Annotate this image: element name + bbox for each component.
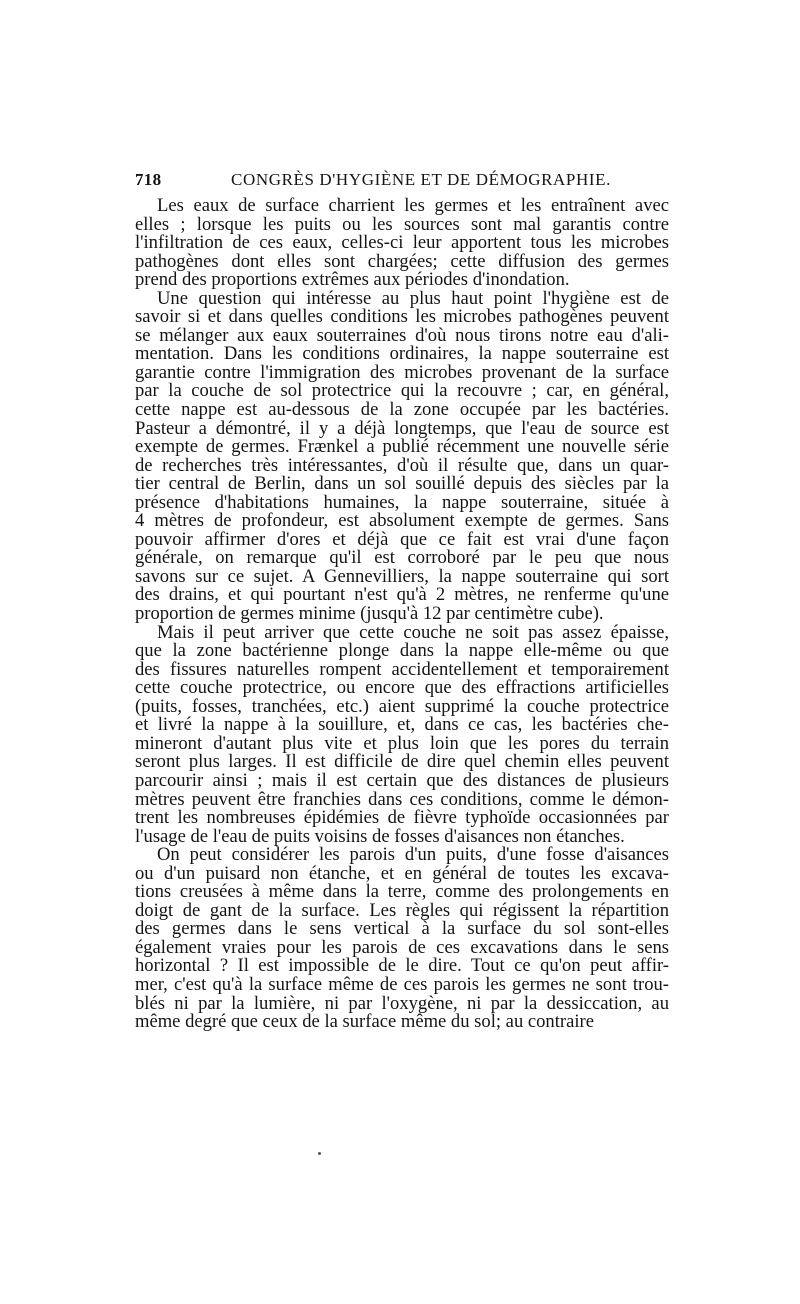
text-line: des drains, et qui pourtant n'est qu'à 2 mètres, ne renferme qu'une xyxy=(135,584,669,606)
text-line: l'infiltration de ces eaux, celles-ci leur apportent tous les microbes xyxy=(135,232,669,254)
text-line: parcourir ainsi ; mais il est certain que des distances de plusieurs xyxy=(135,769,669,791)
text-line: générale, on remarque qu'il est corroboré par le peu que nous xyxy=(135,547,669,569)
page-number: 718 xyxy=(135,170,162,189)
text-line: doigt de gant de la surface. Les règles qui régissent la répartition xyxy=(135,899,669,921)
text-line: seront plus larges. Il est difficile de dire quel chemin elles peuvent xyxy=(135,751,669,773)
text-line: se mélanger aux eaux souterraines d'où nous tirons notre eau d'ali- xyxy=(135,324,669,346)
text-line: des germes dans le sens vertical à la surface du sol sont-elles xyxy=(135,918,669,940)
text-line: Pasteur a démontré, il y a déjà longtemps, que l'eau de source est xyxy=(135,417,669,439)
text-line: et livré la nappe à la souillure, et, dans ce cas, les bactéries che- xyxy=(135,714,669,736)
text-line: elles ; lorsque les puits ou les sources sont mal garantis contre xyxy=(135,213,669,235)
text-line: savons sur ce sujet. A Gennevilliers, la nappe souterraine qui sort xyxy=(135,565,669,587)
text-line: présence d'habitations humaines, la nappe souterraine, située à xyxy=(135,491,669,513)
text-line: prend des proportions extrêmes aux périodes d'inondation. xyxy=(135,269,570,291)
text-line: blés ni par la lumière, ni par l'oxygène, ni par la dessiccation, au xyxy=(135,992,669,1014)
text-line: cette couche protectrice, ou encore que des effractions artificielles xyxy=(135,677,669,699)
text-line: cette nappe est au-dessous de la zone occupée par les bactéries. xyxy=(135,399,669,421)
running-head: CONGRÈS D'HYGIÈNE ET DE DÉMOGRAPHIE. xyxy=(231,170,611,189)
text-line: mineront d'autant plus vite et plus loin que les pores du terrain xyxy=(135,732,669,754)
print-speck xyxy=(318,1152,321,1155)
text-line: garantie contre l'immigration des microbes provenant de la surface xyxy=(135,361,669,383)
body-text xyxy=(135,197,669,1032)
text-line: proportion de germes minime (jusqu'à 12 par centimètre cube). xyxy=(135,603,604,625)
text-line: mentation. Dans les conditions ordinaires, la nappe souterraine est xyxy=(135,343,669,365)
paragraph xyxy=(135,287,669,625)
text-line: que la zone bactérienne plonge dans la nappe elle-même ou que xyxy=(135,640,669,662)
paragraph xyxy=(135,197,669,290)
text-line: On peut considérer les parois d'un puits, d'une fosse d'aisances xyxy=(157,844,669,866)
text-line: tier central de Berlin, dans un sol souillé depuis des siècles par la xyxy=(135,473,669,495)
text-line: même degré que ceux de la surface même du sol; au contraire xyxy=(135,1011,594,1033)
text-line: l'usage de l'eau de puits voisins de fosses d'aisances non étanches. xyxy=(135,825,625,847)
text-line: horizontal ? Il est impossible de le dire. Tout ce qu'on peut affir- xyxy=(135,955,669,977)
text-line: tions creusées à même dans la terre, comme des prolongements en xyxy=(135,881,669,903)
text-line: des fissures naturelles rompent accidentellement et temporairement xyxy=(135,658,669,680)
text-line: Mais il peut arriver que cette couche ne soit pas assez épaisse, xyxy=(157,621,669,643)
paragraph xyxy=(135,846,669,1031)
text-line: pathogènes dont elles sont chargées; cette diffusion des germes xyxy=(135,250,669,272)
text-line: mètres peuvent être franchies dans ces conditions, comme le démon- xyxy=(135,788,669,810)
text-line: (puits, fosses, tranchées, etc.) aient supprimé la couche protectrice xyxy=(135,695,669,717)
text-line: trent les nombreuses épidémies de fièvre typhoïde occasionnées par xyxy=(135,807,669,829)
text-line: par la couche de sol protectrice qui la recouvre ; car, en général, xyxy=(135,380,669,402)
text-line: mer, c'est qu'à la surface même de ces parois les germes ne sont trou- xyxy=(135,973,669,995)
text-line: Une question qui intéresse au plus haut point l'hygiène est de xyxy=(157,287,669,309)
text-line: également vraies pour les parois de ces excavations dans le sens xyxy=(135,936,669,958)
text-line: savoir si et dans quelles conditions les microbes pathogènes peuvent xyxy=(135,306,669,328)
page-header xyxy=(135,170,669,192)
text-line: exempte de germes. Frænkel a publié récemment une nouvelle série xyxy=(135,436,669,458)
text-line: 4 mètres de profondeur, est absolument exempte de germes. Sans xyxy=(135,510,669,532)
paragraph xyxy=(135,621,669,847)
text-line: pouvoir affirmer d'ores et déjà que ce fait est vrai d'une façon xyxy=(135,528,669,550)
text-line: de recherches très intéressantes, d'où il résulte que, dans un quar- xyxy=(135,454,669,476)
text-line: ou d'un puisard non étanche, et en général de toutes les excava- xyxy=(135,862,669,884)
text-line: Les eaux de surface charrient les germes et les entraînent avec xyxy=(157,195,669,216)
